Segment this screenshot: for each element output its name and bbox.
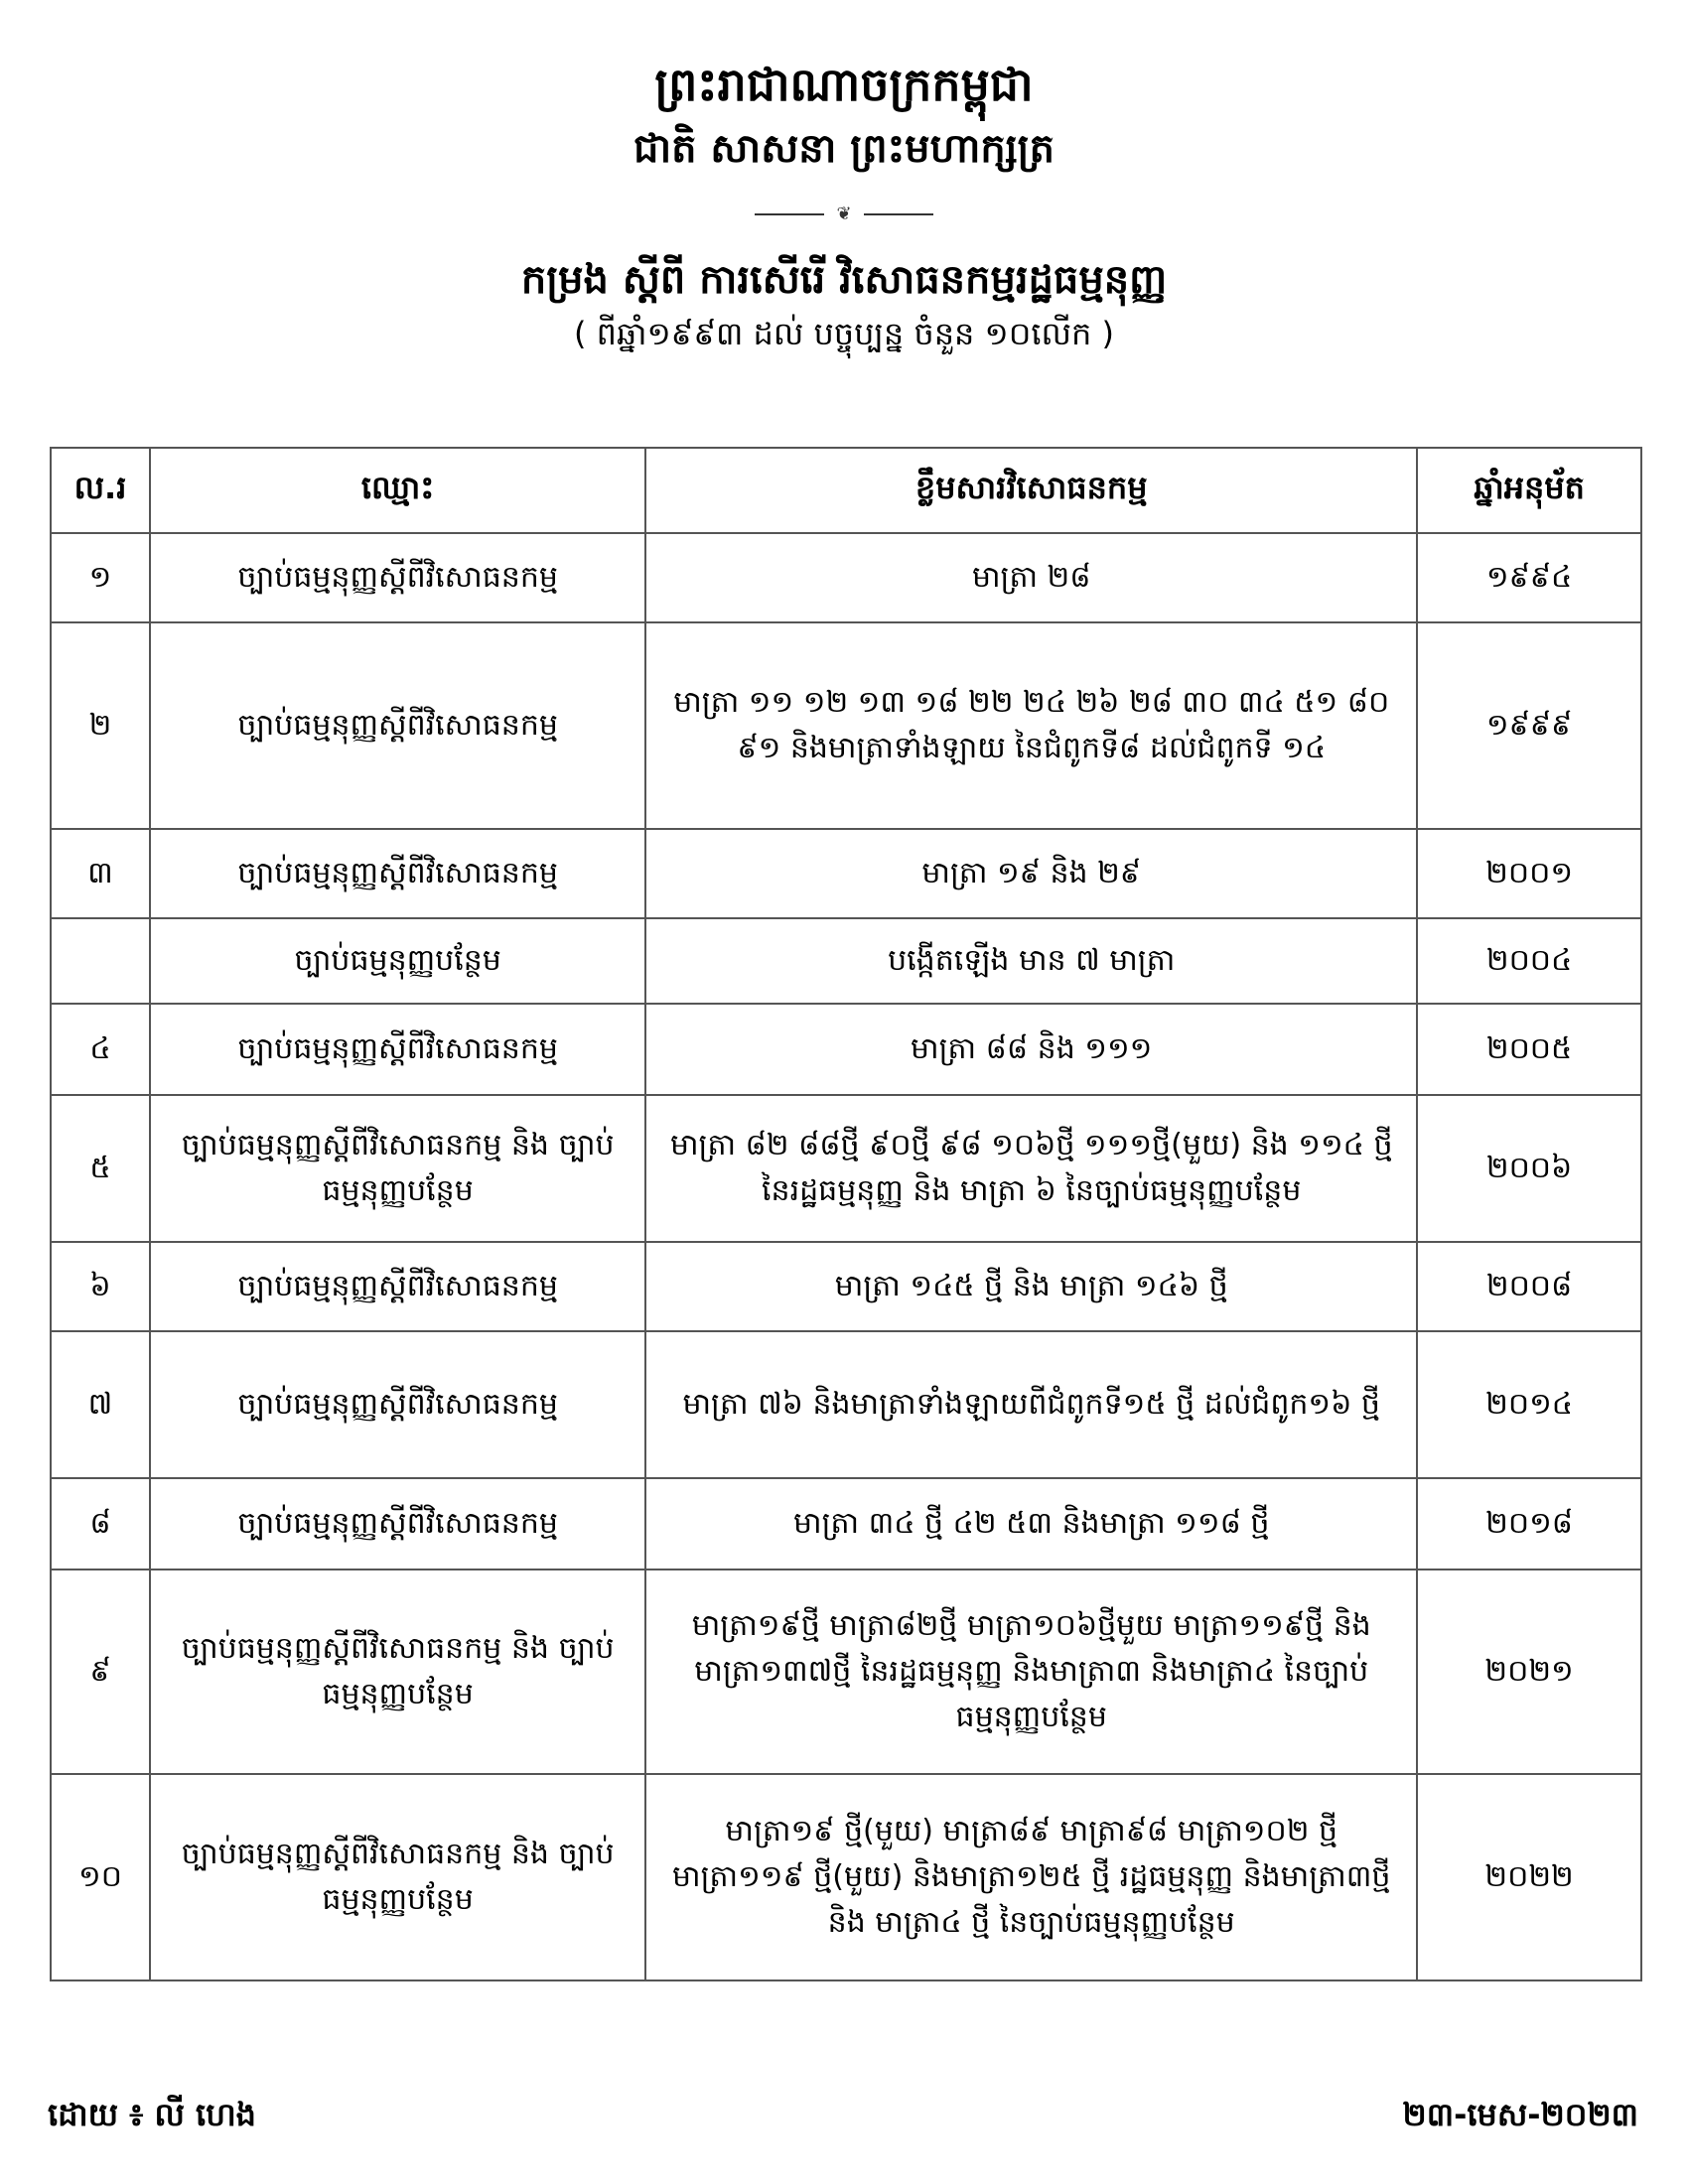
table-row xyxy=(51,1774,1641,1980)
row-number: ៥ xyxy=(51,1095,150,1242)
row-name: ច្បាប់ធម្មនុញ្ញស្តីពីវិសោធនកម្ម និង ច្បាប់ធម្មនុញ្ញបន្ថែម xyxy=(150,1774,645,1980)
ornament-divider xyxy=(755,205,933,224)
row-name: ច្បាប់ធម្មនុញ្ញបន្ថែម xyxy=(150,918,645,1004)
row-number: ៩ xyxy=(51,1570,150,1774)
row-number: ៨ xyxy=(51,1478,150,1570)
table-row xyxy=(51,1331,1641,1478)
row-year: ២០០១ xyxy=(1417,829,1641,918)
amendments-table xyxy=(50,447,1642,1981)
row-content: មាត្រា ១៩ និង ២៩ xyxy=(645,829,1417,918)
ornament-line-left xyxy=(755,213,824,215)
document-subtitle: ( ពីឆ្នាំ១៩៩៣ ដល់ បច្ចុប្បន្ន ចំនួន ១០លើក ) xyxy=(574,315,1114,352)
kingdom-heading: ព្រះរាជាណាចក្រកម្ពុជា xyxy=(654,58,1034,111)
row-number: ៦ xyxy=(51,1242,150,1331)
table-row xyxy=(51,1004,1641,1095)
row-name: ច្បាប់ធម្មនុញ្ញស្តីពីវិសោធនកម្ម xyxy=(150,1242,645,1331)
author-credit: ដោយ ៖ លី ហេង xyxy=(48,2096,256,2133)
row-year: ២០១៨ xyxy=(1417,1478,1641,1570)
row-name: ច្បាប់ធម្មនុញ្ញស្តីពីវិសោធនកម្ម xyxy=(150,622,645,829)
header-year: ឆ្នាំអនុម័ត xyxy=(1417,448,1641,533)
row-number: ៤ xyxy=(51,1004,150,1095)
row-year: ១៩៩៤ xyxy=(1417,533,1641,622)
row-number: ១០ xyxy=(51,1774,150,1980)
row-year: ២០០៤ xyxy=(1417,918,1641,1004)
row-content: មាត្រា ៣៤ ថ្មី ៤២ ៥៣ និងមាត្រា ១១៨ ថ្មី xyxy=(645,1478,1417,1570)
row-year: ២០២២ xyxy=(1417,1774,1641,1980)
row-content: មាត្រា ១១ ១២ ១៣ ១៨ ២២ ២៤ ២៦ ២៨ ៣០ ៣៤ ៥១ ៨០ ៩១ និងមាត្រាទាំងឡាយ នៃជំពូកទី៨ ដល់ជំពូកទី ១៤ xyxy=(645,622,1417,829)
row-content: មាត្រា ៧៦ និងមាត្រាទាំងឡាយពីជំពូកទី១៥ ថ្មី ដល់ជំពូក១៦ ថ្មី xyxy=(645,1331,1417,1478)
row-year: ១៩៩៩ xyxy=(1417,622,1641,829)
row-year: ២០២១ xyxy=(1417,1570,1641,1774)
table-row xyxy=(51,918,1641,1004)
ornament-line-right xyxy=(864,213,933,215)
row-content: មាត្រា ៨២ ៨៨ថ្មី ៩០ថ្មី ៩៨ ១០៦ថ្មី ១១១ថ្មី(មួយ) និង ១១៤ ថ្មីនៃរដ្ឋធម្មនុញ្ញ និង មាត្រា ៦ នៃច្បាប់ធម្មនុញ្ញបន្ថែម xyxy=(645,1095,1417,1242)
row-number xyxy=(51,918,150,1004)
table-row xyxy=(51,1242,1641,1331)
row-name: ច្បាប់ធម្មនុញ្ញស្តីពីវិសោធនកម្ម xyxy=(150,1004,645,1095)
row-content: បង្កើតឡើង មាន ៧ មាត្រា xyxy=(645,918,1417,1004)
table-header-row xyxy=(51,448,1641,533)
header-number: ល.រ xyxy=(51,448,150,533)
document-title: កម្រង ស្តីពី ការសើរើ វិសោធនកម្មរដ្ឋធម្មនុញ្ញ xyxy=(520,257,1168,303)
table-row xyxy=(51,1095,1641,1242)
row-name: ច្បាប់ធម្មនុញ្ញស្តីពីវិសោធនកម្ម xyxy=(150,1478,645,1570)
row-name: ច្បាប់ធម្មនុញ្ញស្តីពីវិសោធនកម្ម xyxy=(150,829,645,918)
row-content: មាត្រា ៨៨ និង ១១១ xyxy=(645,1004,1417,1095)
row-year: ២០០៦ xyxy=(1417,1095,1641,1242)
row-number: ១ xyxy=(51,533,150,622)
table-row xyxy=(51,1478,1641,1570)
header-name: ឈ្មោះ xyxy=(150,448,645,533)
row-name: ច្បាប់ធម្មនុញ្ញស្តីពីវិសោធនកម្ម និង ច្បាប់ធម្មនុញ្ញបន្ថែម xyxy=(150,1570,645,1774)
document-header xyxy=(0,50,1688,357)
table-row xyxy=(51,533,1641,622)
row-year: ២០០៥ xyxy=(1417,1004,1641,1095)
row-year: ២០១៤ xyxy=(1417,1331,1641,1478)
document-date: ២៣-មេស-២០២៣ xyxy=(1402,2096,1638,2133)
row-content: មាត្រា ១៤៥ ថ្មី និង មាត្រា ១៤៦ ថ្មី xyxy=(645,1242,1417,1331)
row-content: មាត្រា១៩ ថ្មី(មួយ) មាត្រា៨៩ មាត្រា៩៨ មាត្រា១០២ ថ្មី មាត្រា១១៩ ថ្មី(មួយ) និងមាត្រា១២៥ ថ្មី រដ្ឋធម្មនុញ្ញ និងមាត្រា៣ថ្មី និង មាត្រា៤ ថ្មី នៃច្បាប់ធម្មនុញ្ញបន្ថែម xyxy=(645,1774,1417,1980)
row-content: មាត្រា១៩ថ្មី មាត្រា៨២ថ្មី មាត្រា១០៦ថ្មីមួយ មាត្រា១១៩ថ្មី និងមាត្រា១៣៧ថ្មី នៃរដ្ឋធម្មនុញ្ញ និងមាត្រា៣ និងមាត្រា៤ នៃច្បាប់ធម្មនុញ្ញបន្ថែម xyxy=(645,1570,1417,1774)
table-row xyxy=(51,1570,1641,1774)
table-row xyxy=(51,829,1641,918)
row-number: ៣ xyxy=(51,829,150,918)
row-name: ច្បាប់ធម្មនុញ្ញស្តីពីវិសោធនកម្ម xyxy=(150,533,645,622)
ornament-flourish-icon: ❦ xyxy=(836,204,852,224)
row-number: ៧ xyxy=(51,1331,150,1478)
row-name: ច្បាប់ធម្មនុញ្ញស្តីពីវិសោធនកម្ម និង ច្បាប់ធម្មនុញ្ញបន្ថែម xyxy=(150,1095,645,1242)
row-number: ២ xyxy=(51,622,150,829)
header-content: ខ្លឹមសារវិសោធនកម្ម xyxy=(645,448,1417,533)
row-year: ២០០៨ xyxy=(1417,1242,1641,1331)
row-content: មាត្រា ២៨ xyxy=(645,533,1417,622)
row-name: ច្បាប់ធម្មនុញ្ញស្តីពីវិសោធនកម្ម xyxy=(150,1331,645,1478)
national-motto: ជាតិ សាសនា ព្រះមហាក្សត្រ xyxy=(633,126,1055,172)
table-row xyxy=(51,622,1641,829)
